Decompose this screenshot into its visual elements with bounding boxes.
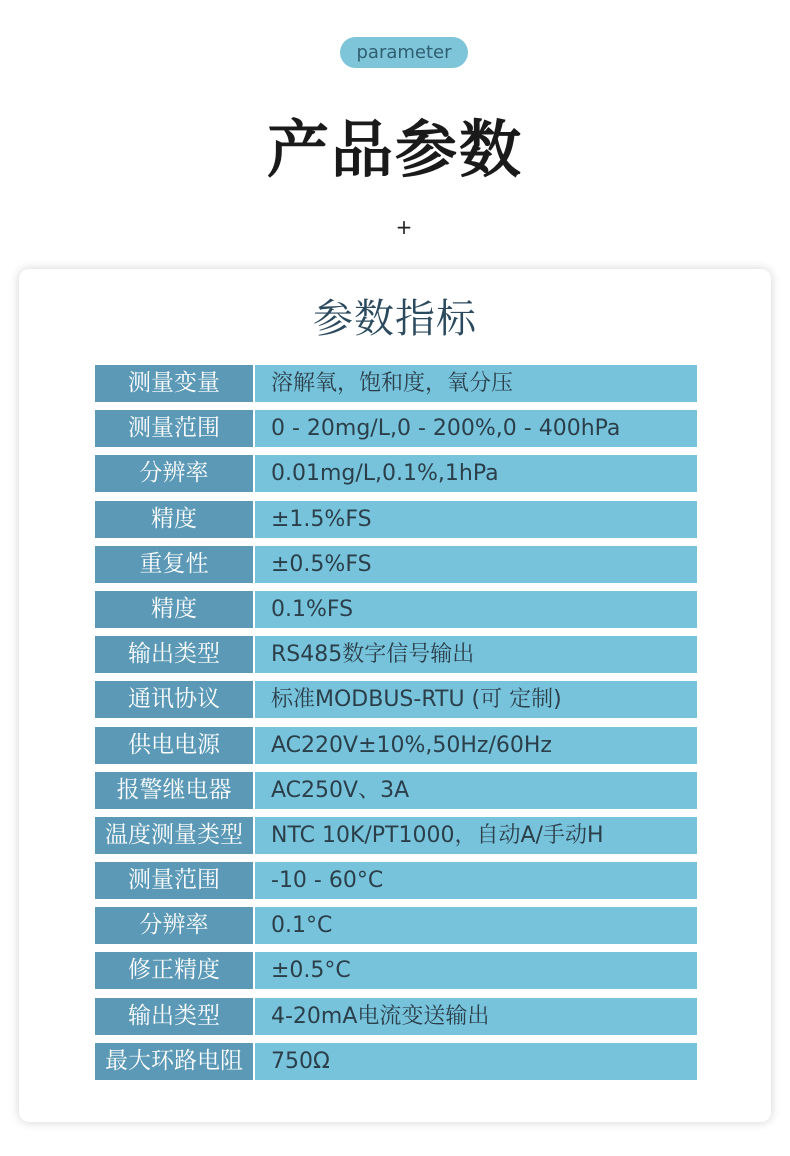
row-label: 最大环路电阻 xyxy=(95,1043,253,1080)
row-label: 输出类型 xyxy=(95,998,253,1035)
row-value: 0.1%FS xyxy=(255,591,697,628)
table-row xyxy=(95,681,697,718)
page-title: 产品参数 xyxy=(266,113,523,186)
row-label: 测量范围 xyxy=(95,410,253,447)
row-value: RS485数字信号输出 xyxy=(255,636,697,673)
row-label: 测量变量 xyxy=(95,365,253,402)
row-value: 溶解氧，饱和度，氧分压 xyxy=(255,365,697,402)
row-value: 0.1°C xyxy=(255,907,697,944)
table-row xyxy=(95,365,697,402)
row-label: 供电电源 xyxy=(95,727,253,764)
table-row xyxy=(95,952,697,989)
row-label: 重复性 xyxy=(95,546,253,583)
parameter-tag: parameter xyxy=(340,37,468,68)
row-label: 分辨率 xyxy=(95,907,253,944)
row-value: ±0.5%FS xyxy=(255,546,697,583)
table-row xyxy=(95,455,697,492)
row-value: 标准MODBUS-RTU (可 定制) xyxy=(255,681,697,718)
table-row xyxy=(95,817,697,854)
row-label: 温度测量类型 xyxy=(95,817,253,854)
row-value: 0 - 20mg/L,0 - 200%,0 - 400hPa xyxy=(255,410,697,447)
row-value: 4-20mA电流变送输出 xyxy=(255,998,697,1035)
table-row xyxy=(95,410,697,447)
row-label: 修正精度 xyxy=(95,952,253,989)
row-label: 分辨率 xyxy=(95,455,253,492)
row-label: 输出类型 xyxy=(95,636,253,673)
table-row xyxy=(95,907,697,944)
row-value: 750Ω xyxy=(255,1043,697,1080)
table-row xyxy=(95,546,697,583)
table-row xyxy=(95,591,697,628)
table-row xyxy=(95,772,697,809)
row-value: 0.01mg/L,0.1%,1hPa xyxy=(255,455,697,492)
table-row xyxy=(95,998,697,1035)
row-label: 精度 xyxy=(95,591,253,628)
row-label: 精度 xyxy=(95,501,253,538)
row-value: ±1.5%FS xyxy=(255,501,697,538)
table-row xyxy=(95,636,697,673)
row-value: -10 - 60°C xyxy=(255,862,697,899)
row-label: 报警继电器 xyxy=(95,772,253,809)
table-row xyxy=(95,501,697,538)
table-row xyxy=(95,727,697,764)
row-value: AC220V±10%,50Hz/60Hz xyxy=(255,727,697,764)
table-row xyxy=(95,862,697,899)
plus-divider: + xyxy=(395,215,413,239)
row-label: 测量范围 xyxy=(95,862,253,899)
row-value: ±0.5°C xyxy=(255,952,697,989)
row-value: NTC 10K/PT1000，自动A/手动H xyxy=(255,817,697,854)
row-label: 通讯协议 xyxy=(95,681,253,718)
row-value: AC250V、3A xyxy=(255,772,697,809)
parameter-card xyxy=(19,269,771,1122)
card-title: 参数指标 xyxy=(313,296,477,342)
table-row xyxy=(95,1043,697,1080)
parameter-table xyxy=(95,365,697,1088)
